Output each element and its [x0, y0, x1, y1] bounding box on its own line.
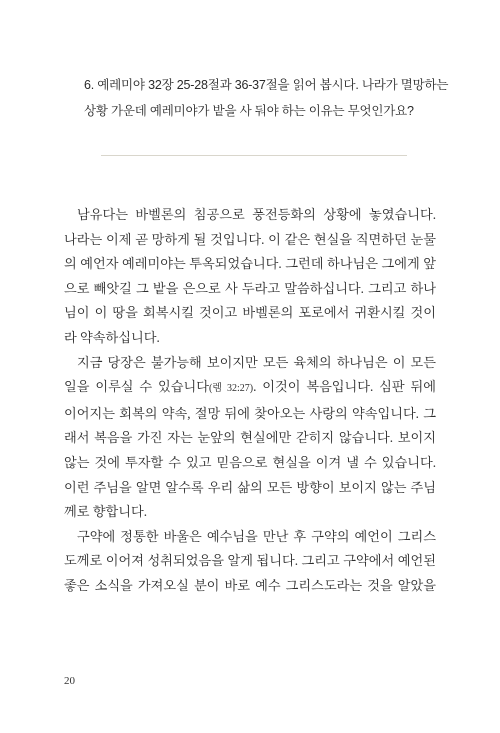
paragraph-1-line-2: 나라는 이제 곧 망하게 될 것입니다. 이 같은 현실을 직면하던 눈물	[64, 231, 436, 247]
body-text	[64, 203, 436, 599]
scripture-reference: (렘 32:27)	[208, 383, 254, 395]
paragraph-2-line-2-text: 일을 이루실 수 있습니다	[64, 379, 209, 395]
paragraph-2-line-3: 이어지는 회복의 약속, 절망 뒤에 찾아오는 사랑의 약속입니다. 그	[64, 405, 436, 421]
paragraph-1-line-6: 라 약속하십니다.	[64, 329, 160, 345]
paragraph-1-line-4: 으로 빼앗길 그 밭을 은으로 사 두라고 말씀하십니다. 그리고 하나	[64, 280, 436, 296]
paragraph-2-line-2	[64, 375, 436, 402]
paragraph-2-line-1: 지금 당장은 불가능해 보이지만 모든 육체의 하나님은 이 모든	[77, 354, 436, 370]
paragraph-2-line-2-tail: . 이것이 복음입니다. 심판 뒤에	[253, 379, 436, 395]
discussion-question	[84, 72, 449, 124]
paragraph-3-line-1: 구약에 정통한 바울은 예수님을 만난 후 구약의 예언이 그리스	[77, 528, 436, 544]
paragraph-3-line-3: 좋은 소식을 가져오실 분이 바로 예수 그리스도라는 것을 알았을	[64, 577, 436, 593]
page-number: 20	[64, 675, 75, 687]
paragraph-2-line-6: 이런 주님을 알면 알수록 우리 삶의 모든 방향이 보이지 않는 주님	[64, 479, 436, 495]
paragraph-1-line-5: 님이 이 땅을 회복시킬 것이고 바벨론의 포로에서 귀환시킬 것이	[64, 305, 436, 321]
question-line-1: 6. 예레미야 32장 25-28절과 36-37절을 읽어 봅시다. 나라가 멸망하는	[84, 78, 449, 92]
paragraph-1-line-1: 남유다는 바벨론의 침공으로 풍전등화의 상황에 놓였습니다.	[77, 207, 436, 222]
section-divider	[101, 155, 407, 156]
paragraph-1-line-3: 의 예언자 예레미야는 투옥되었습니다. 그런데 하나님은 그에게 앞	[64, 256, 436, 272]
question-line-2: 상황 가운데 예레미야가 밭을 사 둬야 하는 이유는 무엇인가요?	[84, 104, 414, 118]
paragraph-3-line-2: 도께로 이어져 성취되었음을 알게 됩니다. 그리고 구약에서 예언된	[64, 553, 436, 569]
paragraph-2-line-4: 래서 복음을 가진 자는 눈앞의 현실에만 갇히지 않습니다. 보이지	[64, 430, 436, 446]
paragraph-2-line-7: 께로 향합니다.	[64, 504, 148, 520]
paragraph-2-line-5: 않는 것에 투자할 수 있고 믿음으로 현실을 이겨 낼 수 있습니다.	[64, 454, 436, 470]
